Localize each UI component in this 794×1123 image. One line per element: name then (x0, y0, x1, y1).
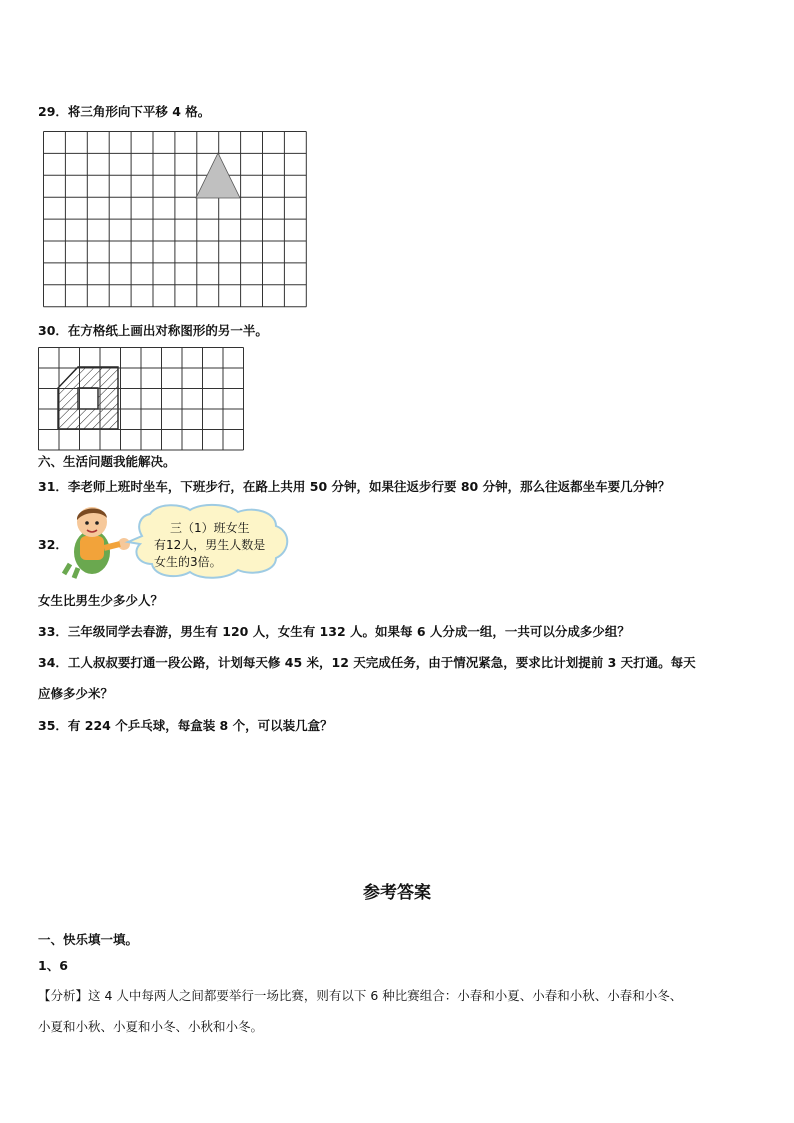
question-34-line-1: 34．工人叔叔要打通一段公路，计划每天修 45 米，12 天完成任务，由于情况紧急，要求比计划提前 3 天打通。每天 (38, 655, 696, 670)
question-34-line-2: 应修多少米？ (38, 686, 114, 701)
question-30: 30．在方格纸上画出对称图形的另一半。 (38, 323, 268, 338)
answers-section-1: 一、快乐填一填。 (38, 932, 139, 947)
question-29: 29．将三角形向下平移 4 格。 (38, 104, 211, 119)
grid-30 (38, 347, 244, 451)
question-32-text: 女生比男生少多少人？ (38, 593, 164, 608)
grid-29 (43, 131, 307, 313)
question-31: 31．李老师上班时坐车，下班步行，在路上共用 50 分钟，如果往返步行要 80 分钟，那么往返都坐车要几分钟？ (38, 479, 671, 494)
bubble-line-2: 有12人，男生人数是 (154, 538, 266, 552)
bubble-line-3: 女生的3倍。 (154, 555, 222, 569)
answer-1: 1、6 (38, 958, 68, 973)
boy-speech-illustration (62, 502, 302, 580)
section-6-heading: 六、生活问题我能解决。 (38, 454, 176, 469)
boy-icon (64, 507, 130, 578)
question-32-number: 32． (38, 537, 68, 552)
hatched-half-shape (58, 367, 118, 429)
question-35: 35．有 224 个乒乓球，每盒装 8 个，可以装几盒？ (38, 718, 333, 733)
bubble-line-1: 三（1）班女生 (170, 521, 250, 535)
answers-title: 参考答案 (363, 883, 431, 903)
answer-1-analysis-line-2: 小夏和小秋、小夏和小冬、小秋和小冬。 (38, 1019, 264, 1034)
answer-1-analysis-line-1: 【分析】这 4 人中每两人之间都要举行一场比赛，则有以下 6 种比赛组合：小春和小夏、小春和小秋、小春和小冬、 (38, 988, 683, 1003)
question-33: 33．三年级同学去春游，男生有 120 人，女生有 132 人。如果每 6 人分成一组，一共可以分成多少组？ (38, 624, 630, 639)
speech-bubble-text (154, 520, 282, 571)
